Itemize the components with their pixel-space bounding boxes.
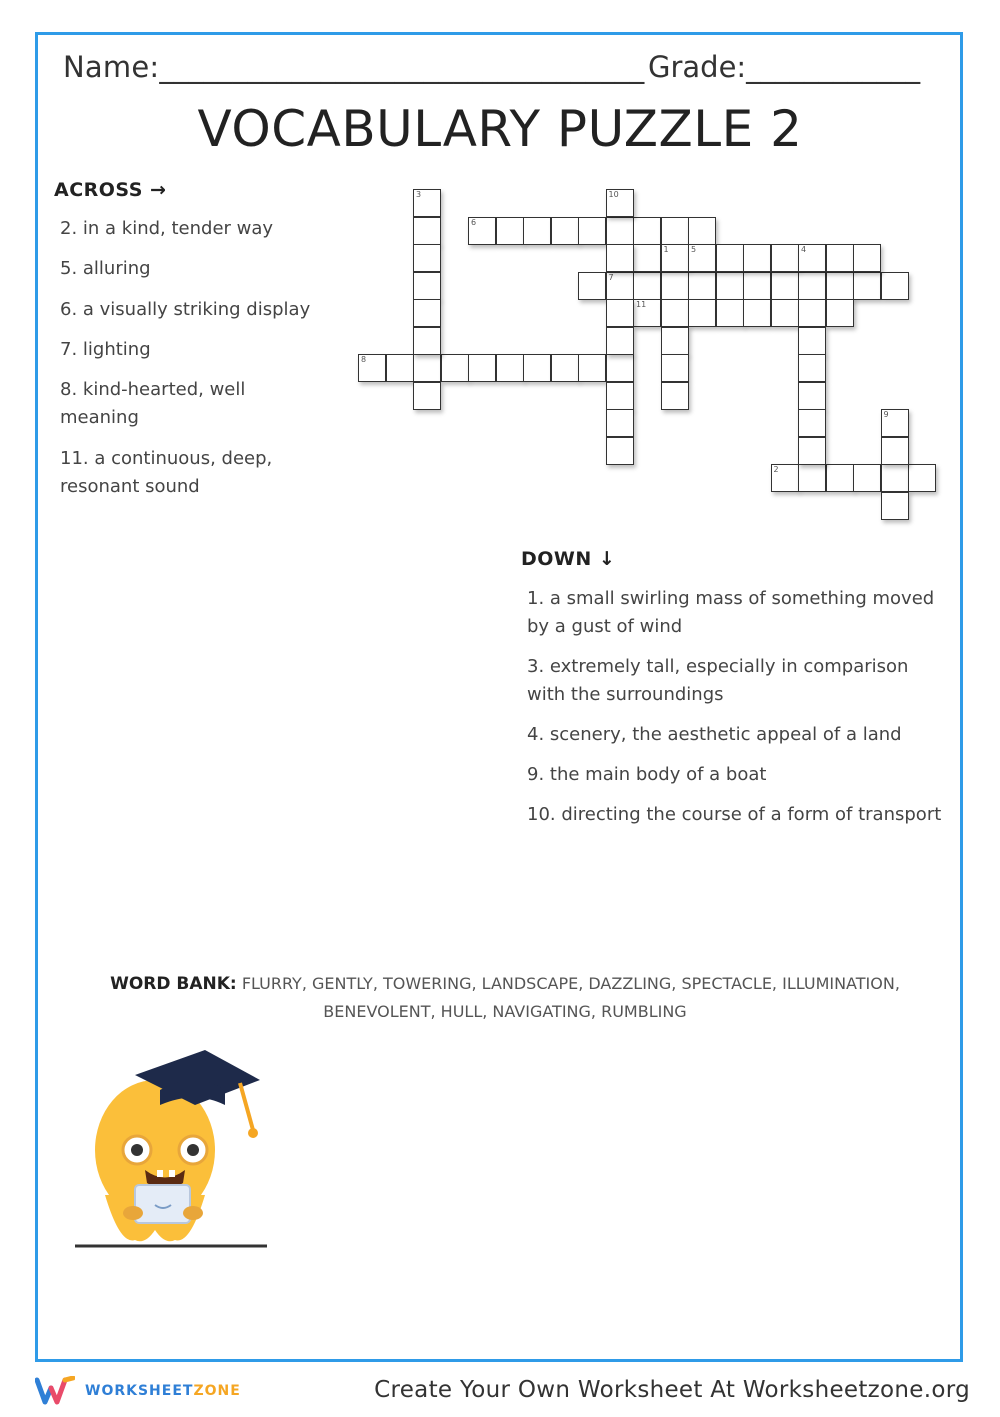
crossword-cell[interactable] bbox=[606, 299, 634, 327]
crossword-cell[interactable] bbox=[688, 244, 716, 272]
brand-name: WORKSHEETZONE bbox=[85, 1383, 241, 1399]
crossword-cell[interactable] bbox=[606, 409, 634, 437]
footer-tagline[interactable]: Create Your Own Worksheet At Worksheetzone.org bbox=[374, 1377, 970, 1403]
crossword-cell[interactable] bbox=[826, 299, 854, 327]
crossword-cell[interactable] bbox=[413, 354, 441, 382]
down-clue-10: 10. directing the course of a form of transport bbox=[527, 804, 942, 825]
down-clue-1: 1. a small swirling mass of something moved by a gust of wind bbox=[527, 588, 935, 637]
crossword-cell[interactable] bbox=[716, 299, 744, 327]
crossword-cell[interactable] bbox=[798, 464, 826, 492]
cell-number: 1 bbox=[663, 245, 669, 254]
word-bank-words: FLURRY, GENTLY, TOWERING, LANDSCAPE, DAZZLING, SPECTACLE, ILLUMINATION, BENEVOLENT, HULL, NAVIGATING, RUMBLING bbox=[241, 974, 900, 1021]
name-field[interactable]: Name:_________________________________ bbox=[63, 50, 645, 84]
down-clue-9: 9. the main body of a boat bbox=[527, 764, 767, 785]
crossword-cell[interactable] bbox=[496, 217, 524, 245]
crossword-cell[interactable] bbox=[826, 272, 854, 300]
crossword-cell[interactable] bbox=[853, 244, 881, 272]
logo-icon bbox=[35, 1376, 75, 1406]
crossword-cell[interactable] bbox=[798, 327, 826, 355]
cell-number: 9 bbox=[883, 410, 889, 419]
crossword-cell[interactable] bbox=[523, 217, 551, 245]
across-clue-2: 2. in a kind, tender way bbox=[60, 218, 274, 239]
crossword-cell[interactable] bbox=[716, 272, 744, 300]
crossword-cell[interactable] bbox=[826, 244, 854, 272]
crossword-cell[interactable] bbox=[606, 272, 634, 300]
crossword-cell[interactable] bbox=[908, 464, 936, 492]
crossword-cell[interactable] bbox=[798, 299, 826, 327]
down-clue-3: 3. extremely tall, especially in comparison with the surroundings bbox=[527, 656, 909, 705]
crossword-cell[interactable] bbox=[633, 272, 661, 300]
across-clue-5: 5. alluring bbox=[60, 258, 151, 279]
crossword-cell[interactable] bbox=[853, 272, 881, 300]
crossword-cell[interactable] bbox=[716, 244, 744, 272]
crossword-cell[interactable] bbox=[551, 217, 579, 245]
crossword-cell[interactable] bbox=[743, 272, 771, 300]
crossword-cell[interactable] bbox=[661, 354, 689, 382]
crossword-cell[interactable] bbox=[606, 327, 634, 355]
crossword-cell[interactable] bbox=[606, 437, 634, 465]
crossword-cell[interactable] bbox=[771, 299, 799, 327]
crossword-cell[interactable] bbox=[881, 492, 909, 520]
across-clue-8: 8. kind-hearted, well meaning bbox=[60, 379, 246, 428]
crossword-cell[interactable] bbox=[771, 272, 799, 300]
worksheetzone-logo[interactable] bbox=[35, 1376, 241, 1406]
crossword-cell[interactable] bbox=[358, 354, 386, 382]
crossword-cell[interactable] bbox=[551, 354, 579, 382]
crossword-cell[interactable] bbox=[496, 354, 524, 382]
crossword-cell[interactable] bbox=[468, 217, 496, 245]
crossword-cell[interactable] bbox=[661, 217, 689, 245]
crossword-cell[interactable] bbox=[771, 244, 799, 272]
crossword-cell[interactable] bbox=[743, 244, 771, 272]
crossword-cell[interactable] bbox=[413, 217, 441, 245]
cell-number: 11 bbox=[636, 300, 647, 309]
across-clue-11: 11. a continuous, deep, resonant sound bbox=[60, 448, 273, 497]
cell-number: 5 bbox=[691, 245, 697, 254]
crossword-cell[interactable] bbox=[881, 437, 909, 465]
crossword-cell[interactable] bbox=[523, 354, 551, 382]
word-bank bbox=[60, 970, 950, 1026]
cell-number: 3 bbox=[416, 190, 422, 199]
cell-number: 10 bbox=[608, 190, 619, 199]
crossword-cell[interactable] bbox=[853, 464, 881, 492]
crossword-cell[interactable] bbox=[881, 409, 909, 437]
crossword-cell[interactable] bbox=[688, 217, 716, 245]
crossword-cell[interactable] bbox=[798, 272, 826, 300]
crossword-cell[interactable] bbox=[633, 217, 661, 245]
crossword-cell[interactable] bbox=[413, 299, 441, 327]
cell-number: 6 bbox=[471, 217, 477, 227]
crossword-cell[interactable] bbox=[688, 299, 716, 327]
crossword-cell[interactable] bbox=[578, 217, 606, 245]
crossword-cell[interactable] bbox=[468, 354, 496, 382]
crossword-cell[interactable] bbox=[578, 354, 606, 382]
crossword-cell[interactable] bbox=[826, 464, 854, 492]
crossword-cell[interactable] bbox=[606, 189, 634, 217]
crossword-cell[interactable] bbox=[798, 409, 826, 437]
word-bank-label: WORD BANK: bbox=[110, 974, 237, 994]
crossword-cell[interactable] bbox=[661, 327, 689, 355]
across-heading: ACROSS → bbox=[54, 179, 167, 201]
crossword-cell[interactable] bbox=[661, 244, 689, 272]
crossword-cell[interactable] bbox=[798, 382, 826, 410]
crossword-cell[interactable] bbox=[578, 272, 606, 300]
cell-number: 8 bbox=[361, 355, 367, 364]
down-heading: DOWN ↓ bbox=[521, 548, 616, 570]
crossword-cell[interactable] bbox=[661, 299, 689, 327]
crossword-cell[interactable] bbox=[798, 437, 826, 465]
crossword-cell[interactable] bbox=[413, 272, 441, 300]
crossword-cell[interactable] bbox=[798, 354, 826, 382]
crossword-cell[interactable] bbox=[661, 272, 689, 300]
crossword-cell[interactable] bbox=[441, 354, 469, 382]
crossword-cell[interactable] bbox=[606, 382, 634, 410]
across-clue-7: 7. lighting bbox=[60, 339, 151, 360]
page-title: VOCABULARY PUZZLE 2 bbox=[197, 100, 803, 158]
crossword-cell[interactable] bbox=[881, 464, 909, 492]
grade-field[interactable]: Grade:____________ bbox=[648, 50, 921, 84]
crossword-cell[interactable] bbox=[633, 299, 661, 327]
crossword-cell[interactable] bbox=[743, 299, 771, 327]
crossword-cell[interactable] bbox=[606, 217, 634, 245]
crossword-cell[interactable] bbox=[413, 327, 441, 355]
cell-number: 2 bbox=[773, 465, 779, 474]
cell-number: 4 bbox=[801, 245, 807, 254]
down-clue-4: 4. scenery, the aesthetic appeal of a land bbox=[527, 724, 902, 745]
crossword-cell[interactable] bbox=[798, 244, 826, 272]
mascot-illustration bbox=[75, 1045, 275, 1255]
crossword-cell[interactable] bbox=[413, 382, 441, 410]
crossword-cell[interactable] bbox=[881, 272, 909, 300]
crossword-cell[interactable] bbox=[386, 354, 414, 382]
crossword-cell[interactable] bbox=[413, 189, 441, 217]
across-clue-6: 6. a visually striking display bbox=[60, 299, 311, 320]
cell-number: 7 bbox=[608, 272, 614, 282]
crossword-cell[interactable] bbox=[606, 244, 634, 272]
crossword-cell[interactable] bbox=[661, 382, 689, 410]
crossword-cell[interactable] bbox=[413, 244, 441, 272]
crossword-cell[interactable] bbox=[633, 244, 661, 272]
crossword-cell[interactable] bbox=[688, 272, 716, 300]
crossword-cell[interactable] bbox=[606, 354, 634, 382]
crossword-cell[interactable] bbox=[771, 464, 799, 492]
